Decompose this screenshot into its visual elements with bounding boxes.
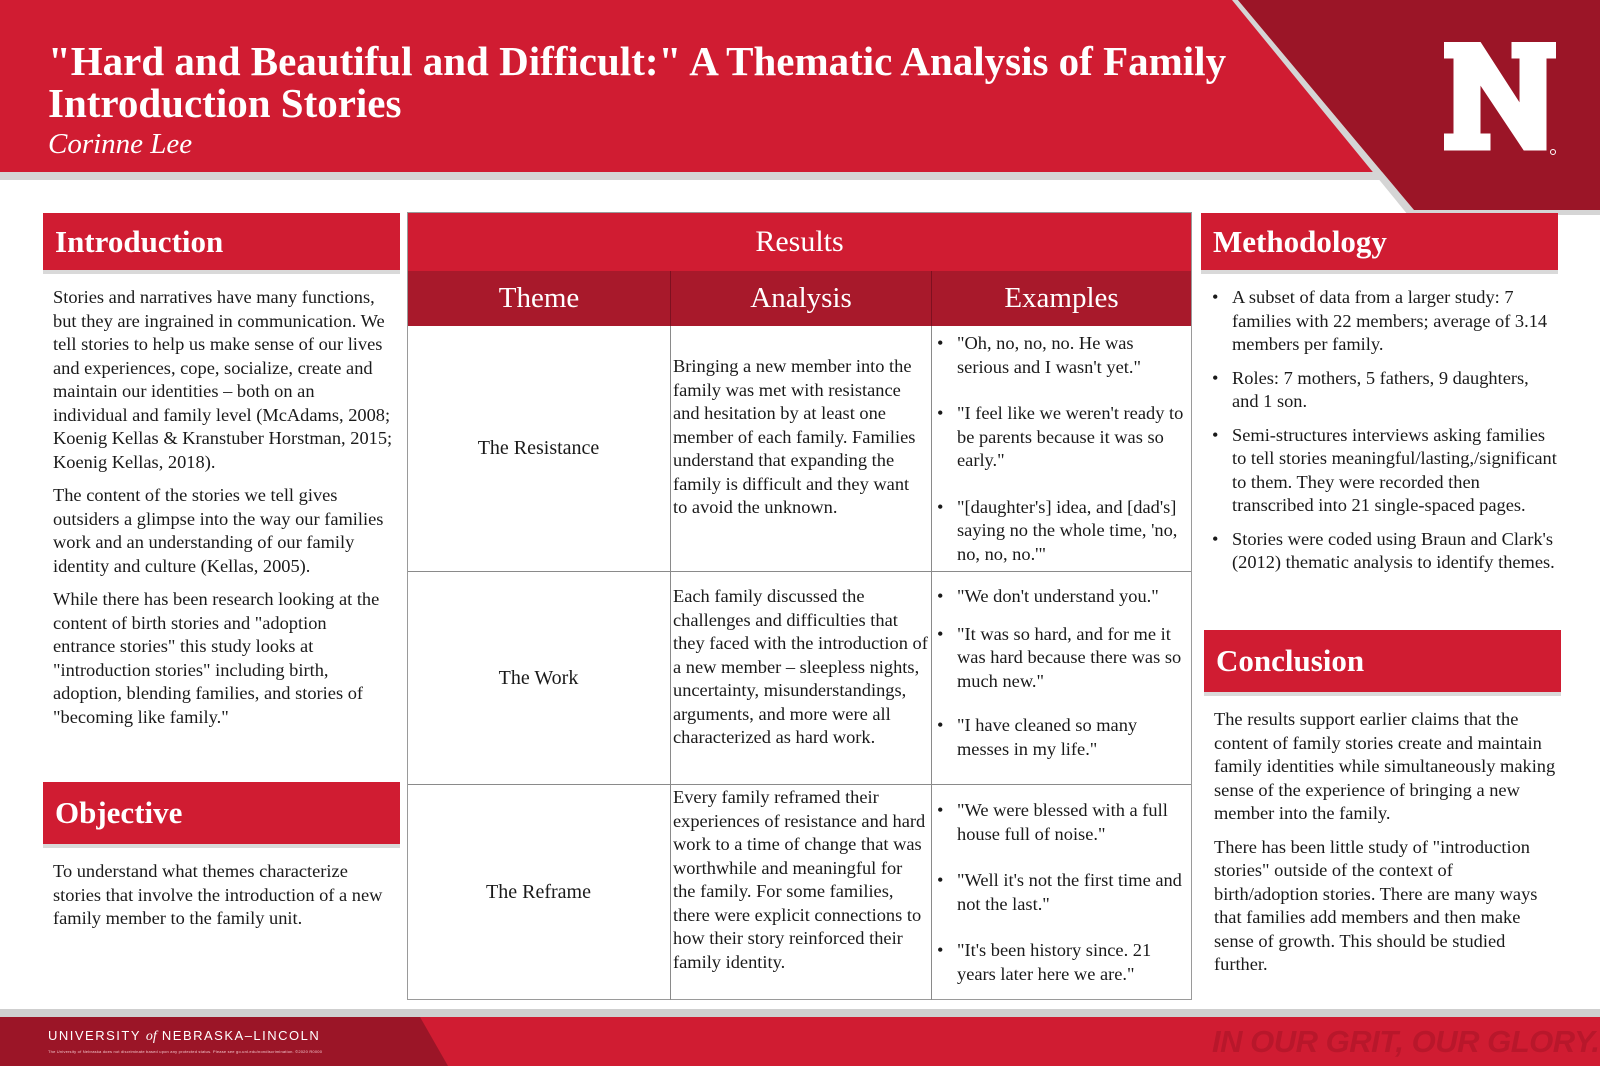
column-header-theme: Theme (408, 271, 670, 326)
column-header-examples: Examples (931, 271, 1191, 326)
example-quote: • "We were blessed with a full house full of noise." (931, 799, 1187, 846)
results-heading: Results (408, 213, 1191, 271)
column-divider (670, 326, 671, 1000)
introduction-heading-text: Introduction (55, 223, 224, 259)
results-table (407, 212, 1192, 1000)
footer-gray-rule (0, 1009, 1600, 1017)
methodology-heading (1201, 213, 1558, 274)
conclusion-paragraph: There has been little study of "introduction stories" outside of the context of birth/adoption stories. There are many ways that families add members and then make sense of growth. This should be studied further. (1214, 836, 1538, 974)
introduction-body (53, 286, 393, 739)
methodology-heading-text: Methodology (1213, 223, 1387, 259)
example-quote: • "It's been history since. 21 years later here we are." (931, 939, 1187, 986)
theme-resistance: The Resistance (477, 437, 600, 459)
conclusion-heading-text: Conclusion (1216, 643, 1365, 678)
example-quote: • "Well it's not the first time and not the last." (931, 869, 1187, 916)
analysis-reframe: Every family reframed their experiences of resistance and hard work to a time of change that was worthwhile and meaningful for the family. For some families, there were explicit connections to how their story reinforced their family identity. (673, 787, 926, 972)
theme-reframe: The Reframe (486, 881, 591, 903)
poster-author: Corinne Lee (48, 128, 193, 160)
methodology-bullet: • Semi-structures interviews asking families to tell stories meaningful/lasting,/significant to them. They were recorded then transcribed into 21 single-spaced pages. (1208, 424, 1558, 518)
wordmark-university: UNIVERSITY (48, 1028, 146, 1043)
introduction-paragraph: Stories and narratives have many functions, but they are ingrained in communication. We tell stories to help us make sense of our lives and experiences, cope, socialize, create and maintain our identities – both on an individual and family level (McAdams, 2008; Koenig Kellas & Kranstuber Horstman, 2015; Koenig Kellas, 2018). (53, 287, 393, 472)
introduction-paragraph: While there has been research looking at the content of birth stories and "adoption entrance stories" this study looks at "introduction stories" including birth, adoption, blending families, and stories of "becoming like family." (53, 589, 380, 727)
examples-resistance (931, 332, 1187, 566)
footer-fine-print: The University of Nebraska does not discriminate based upon any protected status. Please see go.unl.edu/nondiscrimination. ©2020 R0000 (48, 1049, 323, 1054)
introduction-heading (43, 213, 400, 274)
conclusion-body (1214, 708, 1559, 987)
analysis-resistance: Bringing a new member into the family was met with resistance and hesitation by at least one member of each family. Families understand that expanding the family is difficult and they want to avoid the unknown. (673, 356, 916, 517)
example-quote: • "It was so hard, and for me it was hard because there was so much new." (931, 623, 1187, 694)
introduction-paragraph: The content of the stories we tell gives outsiders a glimpse into the way our families work and an understanding of our family identity and culture (Kellas, 2005). (53, 485, 384, 576)
examples-reframe (931, 799, 1187, 986)
example-quote: • "I have cleaned so many messes in my life." (931, 714, 1187, 761)
example-quote: • "Oh, no, no, no. He was serious and I wasn't yet." (931, 332, 1187, 379)
conclusion-heading (1204, 630, 1561, 696)
poster-header (0, 0, 1600, 210)
footer-tagline: IN OUR GRIT, OUR GLORY. (1212, 1024, 1600, 1059)
methodology-bullet: • A subset of data from a larger study: 7 families with 22 members; average of 3.14 members per family. (1208, 286, 1558, 357)
wordmark-of: of (145, 1029, 157, 1044)
conclusion-paragraph: The results support earlier claims that the content of family stories create and maintain family identities while simultaneously making sense of the experience of bringing a new member into the family. (1214, 709, 1556, 823)
objective-heading (43, 782, 400, 848)
methodology-bullet: • Stories were coded using Braun and Clark's (2012) thematic analysis to identify themes. (1208, 528, 1558, 575)
objective-heading-text: Objective (55, 795, 183, 830)
objective-text: To understand what themes characterize stories that involve the introduction of a new family member to the family unit. (53, 861, 383, 928)
methodology-bullet: • Roles: 7 mothers, 5 fathers, 9 daughters, and 1 son. (1208, 367, 1558, 414)
example-quote: • "We don't understand you." (931, 585, 1187, 609)
wordmark-nebraska-lincoln: NEBRASKA–LINCOLN (156, 1028, 321, 1043)
methodology-list (1208, 286, 1558, 585)
analysis-work: Each family discussed the challenges and difficulties that they faced with the introduction of a new member – sleepless nights, uncertainty, misunderstandings, arguments, and more were all characterized as hard work. (673, 586, 928, 747)
university-wordmark (48, 1028, 320, 1045)
example-quote: • "[daughter's] idea, and [dad's] saying no the whole time, 'no, no, no, no.'" (931, 496, 1187, 567)
poster-title: "Hard and Beautiful and Difficult:" A Thematic Analysis of Family Introduction Stories (48, 38, 1227, 126)
example-quote: • "I feel like we weren't ready to be parents because it was so early." (931, 402, 1187, 473)
header-gray-rule (0, 172, 1600, 180)
examples-work (931, 585, 1187, 761)
column-header-analysis: Analysis (670, 271, 931, 326)
objective-body (53, 860, 393, 941)
theme-work: The Work (498, 666, 579, 689)
nebraska-n-logo-icon (1444, 42, 1556, 156)
